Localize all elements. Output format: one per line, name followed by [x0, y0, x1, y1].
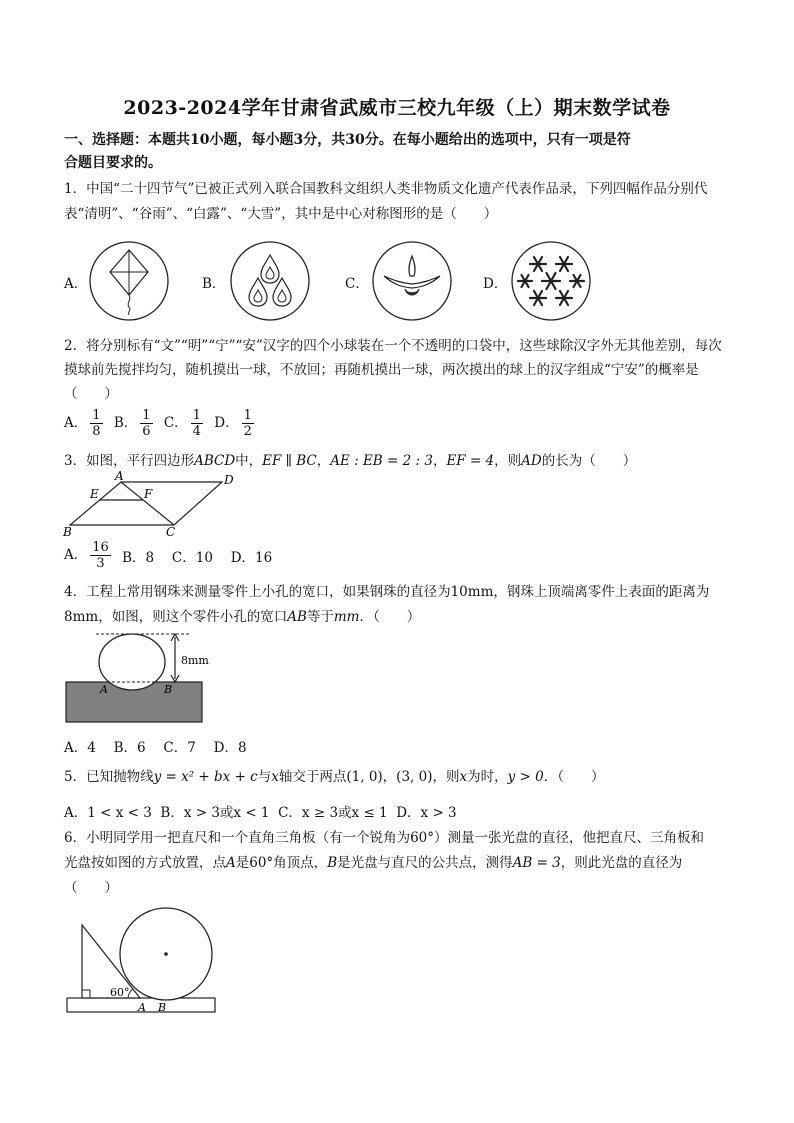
q3-option-a-fraction — [90, 540, 111, 571]
q2-option-a-num: 1 — [92, 408, 101, 423]
q3-options — [64, 540, 272, 571]
q5-mid3: ，则 — [432, 769, 460, 785]
q3-ad: AD — [521, 453, 542, 469]
q3-options-rest: B．8 C．10 D．16 — [122, 549, 273, 566]
fig6-label-b: B — [158, 1001, 167, 1014]
q2-option-a-den: 8 — [92, 424, 101, 439]
q3-prefix: 3．如图，平行四边形 — [64, 453, 195, 469]
q6-ab-eq: AB = 3 — [512, 855, 561, 871]
q6-line3: （ ） — [64, 880, 118, 896]
q3-option-a-num: 16 — [92, 540, 109, 555]
q5-end: ．（ ） — [543, 769, 605, 785]
fig6-angle-label: 60° — [110, 986, 130, 999]
fig3-label-e: E — [90, 487, 99, 501]
fig3-label-a: A — [115, 470, 124, 483]
q4-diameter: 10mm — [450, 584, 494, 600]
q2-option-d-label: D． — [214, 415, 239, 431]
q2-option-c-fraction — [191, 408, 203, 439]
q3-suffix: 的长为（ ） — [541, 453, 637, 469]
q3-cond3: EF = 4 — [446, 453, 495, 469]
q2-option-b-label: B． — [113, 415, 138, 431]
q6-point-a: A — [226, 855, 236, 871]
q2-option-d-num: 1 — [243, 408, 252, 423]
q1-label-d: D． — [483, 276, 508, 292]
parallelogram-figure — [60, 470, 240, 540]
q2-option-c-num: 1 — [192, 408, 201, 423]
q4-unit: mm — [333, 609, 360, 625]
q2-option-a-label: A． — [64, 415, 88, 431]
q3-sep1: ， — [316, 453, 331, 469]
q3-sep2: ， — [432, 453, 447, 469]
q4-ab: AB — [287, 609, 307, 625]
q5-comma: ， — [382, 769, 397, 785]
q1-line2: 表“清明”、“谷雨”、“白露”、“大雪”，其中是中心对称图形的是（ ） — [64, 206, 498, 222]
q5-x-var2: x — [459, 769, 468, 785]
q5-point2: (3, 0) — [396, 769, 433, 785]
q3-option-a-label: A． — [64, 547, 88, 563]
snowflake-image — [510, 240, 592, 322]
q5-point1: (1, 0) — [346, 769, 383, 785]
q3-abcd: ABCD — [194, 453, 236, 469]
q5-x-var: x — [271, 769, 279, 785]
ruler-disc-figure — [62, 900, 227, 1020]
q4-distance: 8mm — [64, 609, 99, 625]
q2-option-d-den: 2 — [243, 424, 252, 439]
steel-ball-figure — [62, 630, 222, 725]
q4-line2a: ，如图，则这个零件小孔的宽口 — [98, 609, 288, 625]
q6-line2 — [64, 851, 736, 875]
q5-mid: 与 — [257, 769, 272, 785]
section-header-line1: 一、选择题：本题共10小题，每小题3分，共30分。在每小题给出的选项中，只有一项是符 — [64, 132, 631, 148]
q4-line2 — [64, 605, 736, 629]
q6-line2d: ，则此光盘的直径为 — [560, 855, 683, 871]
fig4-dimension-label: 8mm — [181, 654, 209, 667]
q2-options — [64, 408, 257, 439]
q2-option-c-label: C． — [163, 415, 188, 431]
q2-option-c[interactable] — [163, 408, 206, 439]
q3-mid2: ，则 — [494, 453, 522, 469]
fig6-label-a: A — [138, 1001, 146, 1014]
q2-option-d[interactable] — [214, 408, 257, 439]
q3-cond2: AE : EB = 2 : 3 — [330, 453, 433, 469]
q3-mid1: 中， — [235, 453, 263, 469]
q2-option-b-num: 1 — [142, 408, 151, 423]
dew-image — [371, 240, 453, 322]
q6-line2a: 光盘按如图的方式放置，点 — [64, 855, 226, 871]
q2-option-d-fraction — [242, 408, 254, 439]
q6-line1: 6．小明同学用一把直尺和一个直角三角板（有一个锐角为60°）测量一张光盘的直径，他把直尺、三角板和 — [64, 830, 705, 846]
fig3-label-c: C — [166, 525, 176, 539]
fig4-label-a: A — [100, 683, 108, 696]
q5-options: A．1 < x < 3 B．x > 3或x < 1 C．x ≥ 3或x ≤ 1 D．x > 3 — [64, 805, 457, 821]
q1-line1: 1．中国“二十四节气”已被正式列入联合国教科文组织人类非物质文化遗产代表作品录，下列四幅作品分别代 — [64, 181, 708, 197]
q1-label-a: A． — [64, 276, 88, 292]
q4-line1 — [64, 580, 736, 604]
q5-mid2: 轴交于两点 — [278, 769, 347, 785]
q2-line1: 2．将分别标有“文”“明”“宁”“安”汉字的四个小球装在一个不透明的口袋中，这些球除汉字外无其他差别，每次 — [64, 338, 722, 354]
fig4-label-b: B — [164, 683, 173, 696]
q4-line1b: ，钢珠上顶端离零件上表面的距离为 — [493, 584, 710, 600]
q1-label-c: C． — [345, 276, 369, 292]
q5-pre: 5．已知抛物线 — [64, 769, 154, 785]
q4-line1a: 4．工程上常用钢珠来测量零件上小孔的宽口，如果钢珠的直径为 — [64, 584, 451, 600]
q3-option-a-den: 3 — [96, 556, 105, 571]
q6-line2c: 是光盘与直尺的公共点，测得 — [337, 855, 513, 871]
q2-option-c-den: 4 — [192, 424, 201, 439]
q1-label-b: B． — [202, 276, 226, 292]
kite-image — [88, 240, 170, 322]
q5-line1 — [64, 765, 736, 789]
q3-cond1: EF ∥ BC — [262, 453, 317, 469]
q2-line2: 摸球前先搅拌均匀，随机摸出一球，不放回；再随机摸出一球，两次摸出的球上的汉字组成“宁安”的概率是 — [64, 362, 699, 378]
q2-option-a[interactable] — [64, 408, 106, 439]
page-title: 2023-2024学年甘肃省武威市三校九年级（上）期末数学试卷 — [123, 97, 671, 119]
fig3-label-f: F — [144, 487, 153, 501]
q5-mid4: 为时， — [467, 769, 508, 785]
raindrops-image — [229, 240, 311, 322]
q2-line3: （ ） — [64, 386, 118, 402]
q2-option-b[interactable] — [113, 408, 156, 439]
section-header-line2: 合题目要求的。 — [64, 155, 162, 171]
q2-option-b-fraction — [140, 408, 152, 439]
q4-line2b: 等于 — [306, 609, 334, 625]
q3-option-a[interactable] — [64, 540, 114, 571]
fig3-label-b: B — [63, 525, 72, 539]
q5-condition: y > 0 — [507, 769, 544, 785]
q5-formula: y = x² + bx + c — [153, 769, 258, 785]
q6-point-b: B — [327, 855, 338, 871]
q2-option-b-den: 6 — [142, 424, 151, 439]
q4-line2c: ．（ ） — [359, 609, 421, 625]
q2-option-a-fraction — [90, 408, 102, 439]
q4-options: A．4 B．6 C．7 D．8 — [64, 740, 247, 756]
q6-line2b: 是60°角顶点， — [235, 855, 328, 871]
fig3-label-d: D — [224, 473, 234, 487]
